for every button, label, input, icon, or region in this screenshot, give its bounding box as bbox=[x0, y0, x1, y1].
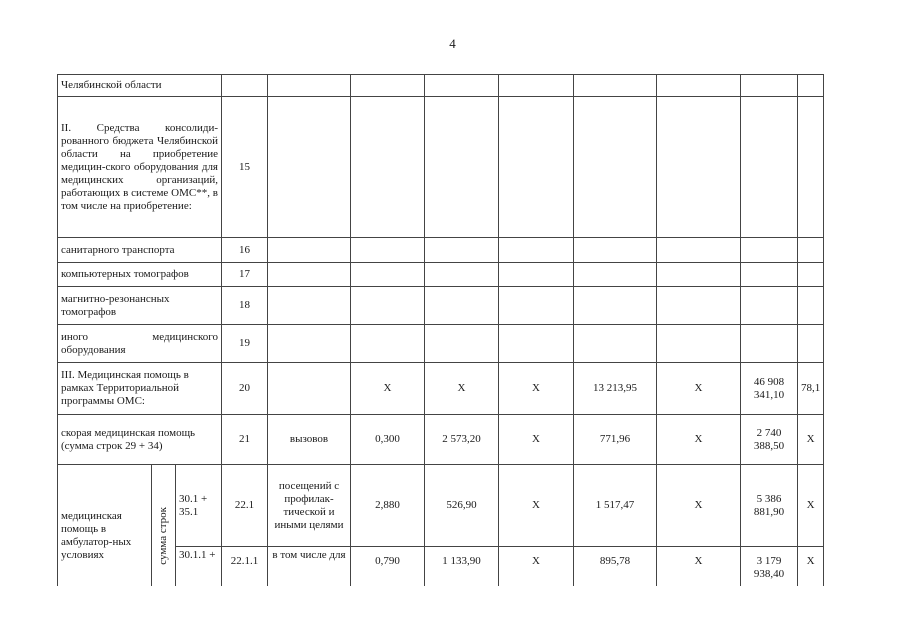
value-cell: X bbox=[657, 465, 741, 547]
table-row bbox=[58, 363, 824, 415]
value-cell bbox=[574, 263, 657, 287]
value-cell bbox=[499, 97, 574, 238]
table-row bbox=[58, 325, 824, 363]
value-cell bbox=[657, 75, 741, 97]
unit-cell bbox=[268, 287, 351, 325]
value-cell bbox=[351, 97, 425, 238]
table-row bbox=[58, 415, 824, 465]
table-row bbox=[58, 97, 824, 238]
row-name: III. Медицинская помощь в рамках Территориальной программы ОМС: bbox=[58, 363, 222, 415]
value-cell: X bbox=[657, 547, 741, 607]
value-cell bbox=[741, 325, 798, 363]
row-name: иного медицинского оборудования bbox=[58, 325, 222, 363]
value-cell: X bbox=[798, 547, 824, 607]
line-number: 17 bbox=[222, 263, 268, 287]
value-cell bbox=[574, 238, 657, 263]
value-cell: X bbox=[499, 547, 574, 607]
value-cell bbox=[574, 325, 657, 363]
value-cell: 0,790 bbox=[351, 547, 425, 607]
value-cell bbox=[657, 263, 741, 287]
value-cell: 0,300 bbox=[351, 415, 425, 465]
value-cell: X bbox=[798, 415, 824, 465]
unit-cell: в том числе для bbox=[268, 547, 351, 607]
line-number: 18 bbox=[222, 287, 268, 325]
value-cell bbox=[741, 287, 798, 325]
value-cell: 526,90 bbox=[425, 465, 499, 547]
unit-cell: посещений с профилак-тической и иными целями bbox=[268, 465, 351, 547]
value-cell: 78,1 bbox=[798, 363, 824, 415]
line-number: 21 bbox=[222, 415, 268, 465]
value-cell bbox=[499, 238, 574, 263]
line-number: 15 bbox=[222, 97, 268, 238]
value-cell bbox=[741, 97, 798, 238]
table-row bbox=[58, 263, 824, 287]
line-number: 19 bbox=[222, 325, 268, 363]
value-cell bbox=[798, 325, 824, 363]
row-range: 30.1.1 + bbox=[176, 547, 222, 607]
value-cell bbox=[425, 287, 499, 325]
row-name: Челябинской области bbox=[58, 75, 222, 97]
table-row bbox=[58, 75, 824, 97]
line-number bbox=[222, 75, 268, 97]
value-cell bbox=[425, 75, 499, 97]
value-cell: X bbox=[351, 363, 425, 415]
line-number: 20 bbox=[222, 363, 268, 415]
value-cell: 5 386 881,90 bbox=[741, 465, 798, 547]
value-cell bbox=[798, 263, 824, 287]
value-cell bbox=[741, 75, 798, 97]
value-cell bbox=[657, 238, 741, 263]
value-cell: 1 517,47 bbox=[574, 465, 657, 547]
row-name: скорая медицинская помощь (сумма строк 29 + 34) bbox=[58, 415, 222, 465]
value-cell bbox=[499, 75, 574, 97]
value-cell bbox=[499, 287, 574, 325]
ambulatory-name: медицинская помощь в амбулатор-ных условиях bbox=[58, 465, 152, 607]
value-cell: 2 573,20 bbox=[425, 415, 499, 465]
table-row bbox=[58, 287, 824, 325]
value-cell bbox=[657, 97, 741, 238]
page-cutoff bbox=[0, 586, 905, 640]
value-cell: X bbox=[657, 415, 741, 465]
value-cell bbox=[425, 325, 499, 363]
value-cell: X bbox=[499, 465, 574, 547]
value-cell bbox=[741, 238, 798, 263]
value-cell bbox=[798, 287, 824, 325]
value-cell bbox=[798, 97, 824, 238]
value-cell: 46 908 341,10 bbox=[741, 363, 798, 415]
value-cell bbox=[741, 263, 798, 287]
value-cell bbox=[574, 75, 657, 97]
row-name: компьютерных томографов bbox=[58, 263, 222, 287]
line-number: 16 bbox=[222, 238, 268, 263]
table-row bbox=[58, 465, 824, 547]
unit-cell: вызовов bbox=[268, 415, 351, 465]
unit-cell bbox=[268, 363, 351, 415]
value-cell bbox=[425, 263, 499, 287]
row-range: 30.1 + 35.1 bbox=[176, 465, 222, 547]
table-row bbox=[58, 238, 824, 263]
line-number: 22.1.1 bbox=[222, 547, 268, 607]
value-cell bbox=[425, 238, 499, 263]
value-cell: X bbox=[499, 415, 574, 465]
value-cell bbox=[798, 238, 824, 263]
value-cell: 13 213,95 bbox=[574, 363, 657, 415]
value-cell: 3 179 938,40 bbox=[741, 547, 798, 607]
value-cell bbox=[351, 238, 425, 263]
value-cell: X bbox=[425, 363, 499, 415]
value-cell bbox=[574, 97, 657, 238]
value-cell: 1 133,90 bbox=[425, 547, 499, 607]
value-cell bbox=[351, 287, 425, 325]
row-name: магнитно-резонансных томографов bbox=[58, 287, 222, 325]
value-cell: 895,78 bbox=[574, 547, 657, 607]
line-number: 22.1 bbox=[222, 465, 268, 547]
value-cell bbox=[499, 263, 574, 287]
value-cell: X bbox=[798, 465, 824, 547]
value-cell: 771,96 bbox=[574, 415, 657, 465]
unit-cell bbox=[268, 75, 351, 97]
page-number: 4 bbox=[449, 36, 456, 51]
value-cell: X bbox=[657, 363, 741, 415]
unit-cell bbox=[268, 325, 351, 363]
value-cell bbox=[657, 287, 741, 325]
value-cell: X bbox=[499, 363, 574, 415]
value-cell: 2,880 bbox=[351, 465, 425, 547]
value-cell bbox=[351, 75, 425, 97]
sum-rows-label: сумма строк bbox=[157, 506, 169, 565]
value-cell bbox=[574, 287, 657, 325]
value-cell bbox=[657, 325, 741, 363]
value-cell bbox=[425, 97, 499, 238]
value-cell bbox=[351, 325, 425, 363]
value-cell: 2 740 388,50 bbox=[741, 415, 798, 465]
row-name: санитарного транспорта bbox=[58, 238, 222, 263]
row-name: II. Средства консолиди-рованного бюджета Челябинской области на приобретение медицин-ского оборудования для медицинских организаций, работающих в системе ОМС**, в том числе на приобретение: bbox=[58, 97, 222, 238]
value-cell bbox=[798, 75, 824, 97]
unit-cell bbox=[268, 97, 351, 238]
unit-cell bbox=[268, 238, 351, 263]
budget-table bbox=[57, 74, 824, 607]
unit-cell bbox=[268, 263, 351, 287]
value-cell bbox=[351, 263, 425, 287]
value-cell bbox=[499, 325, 574, 363]
